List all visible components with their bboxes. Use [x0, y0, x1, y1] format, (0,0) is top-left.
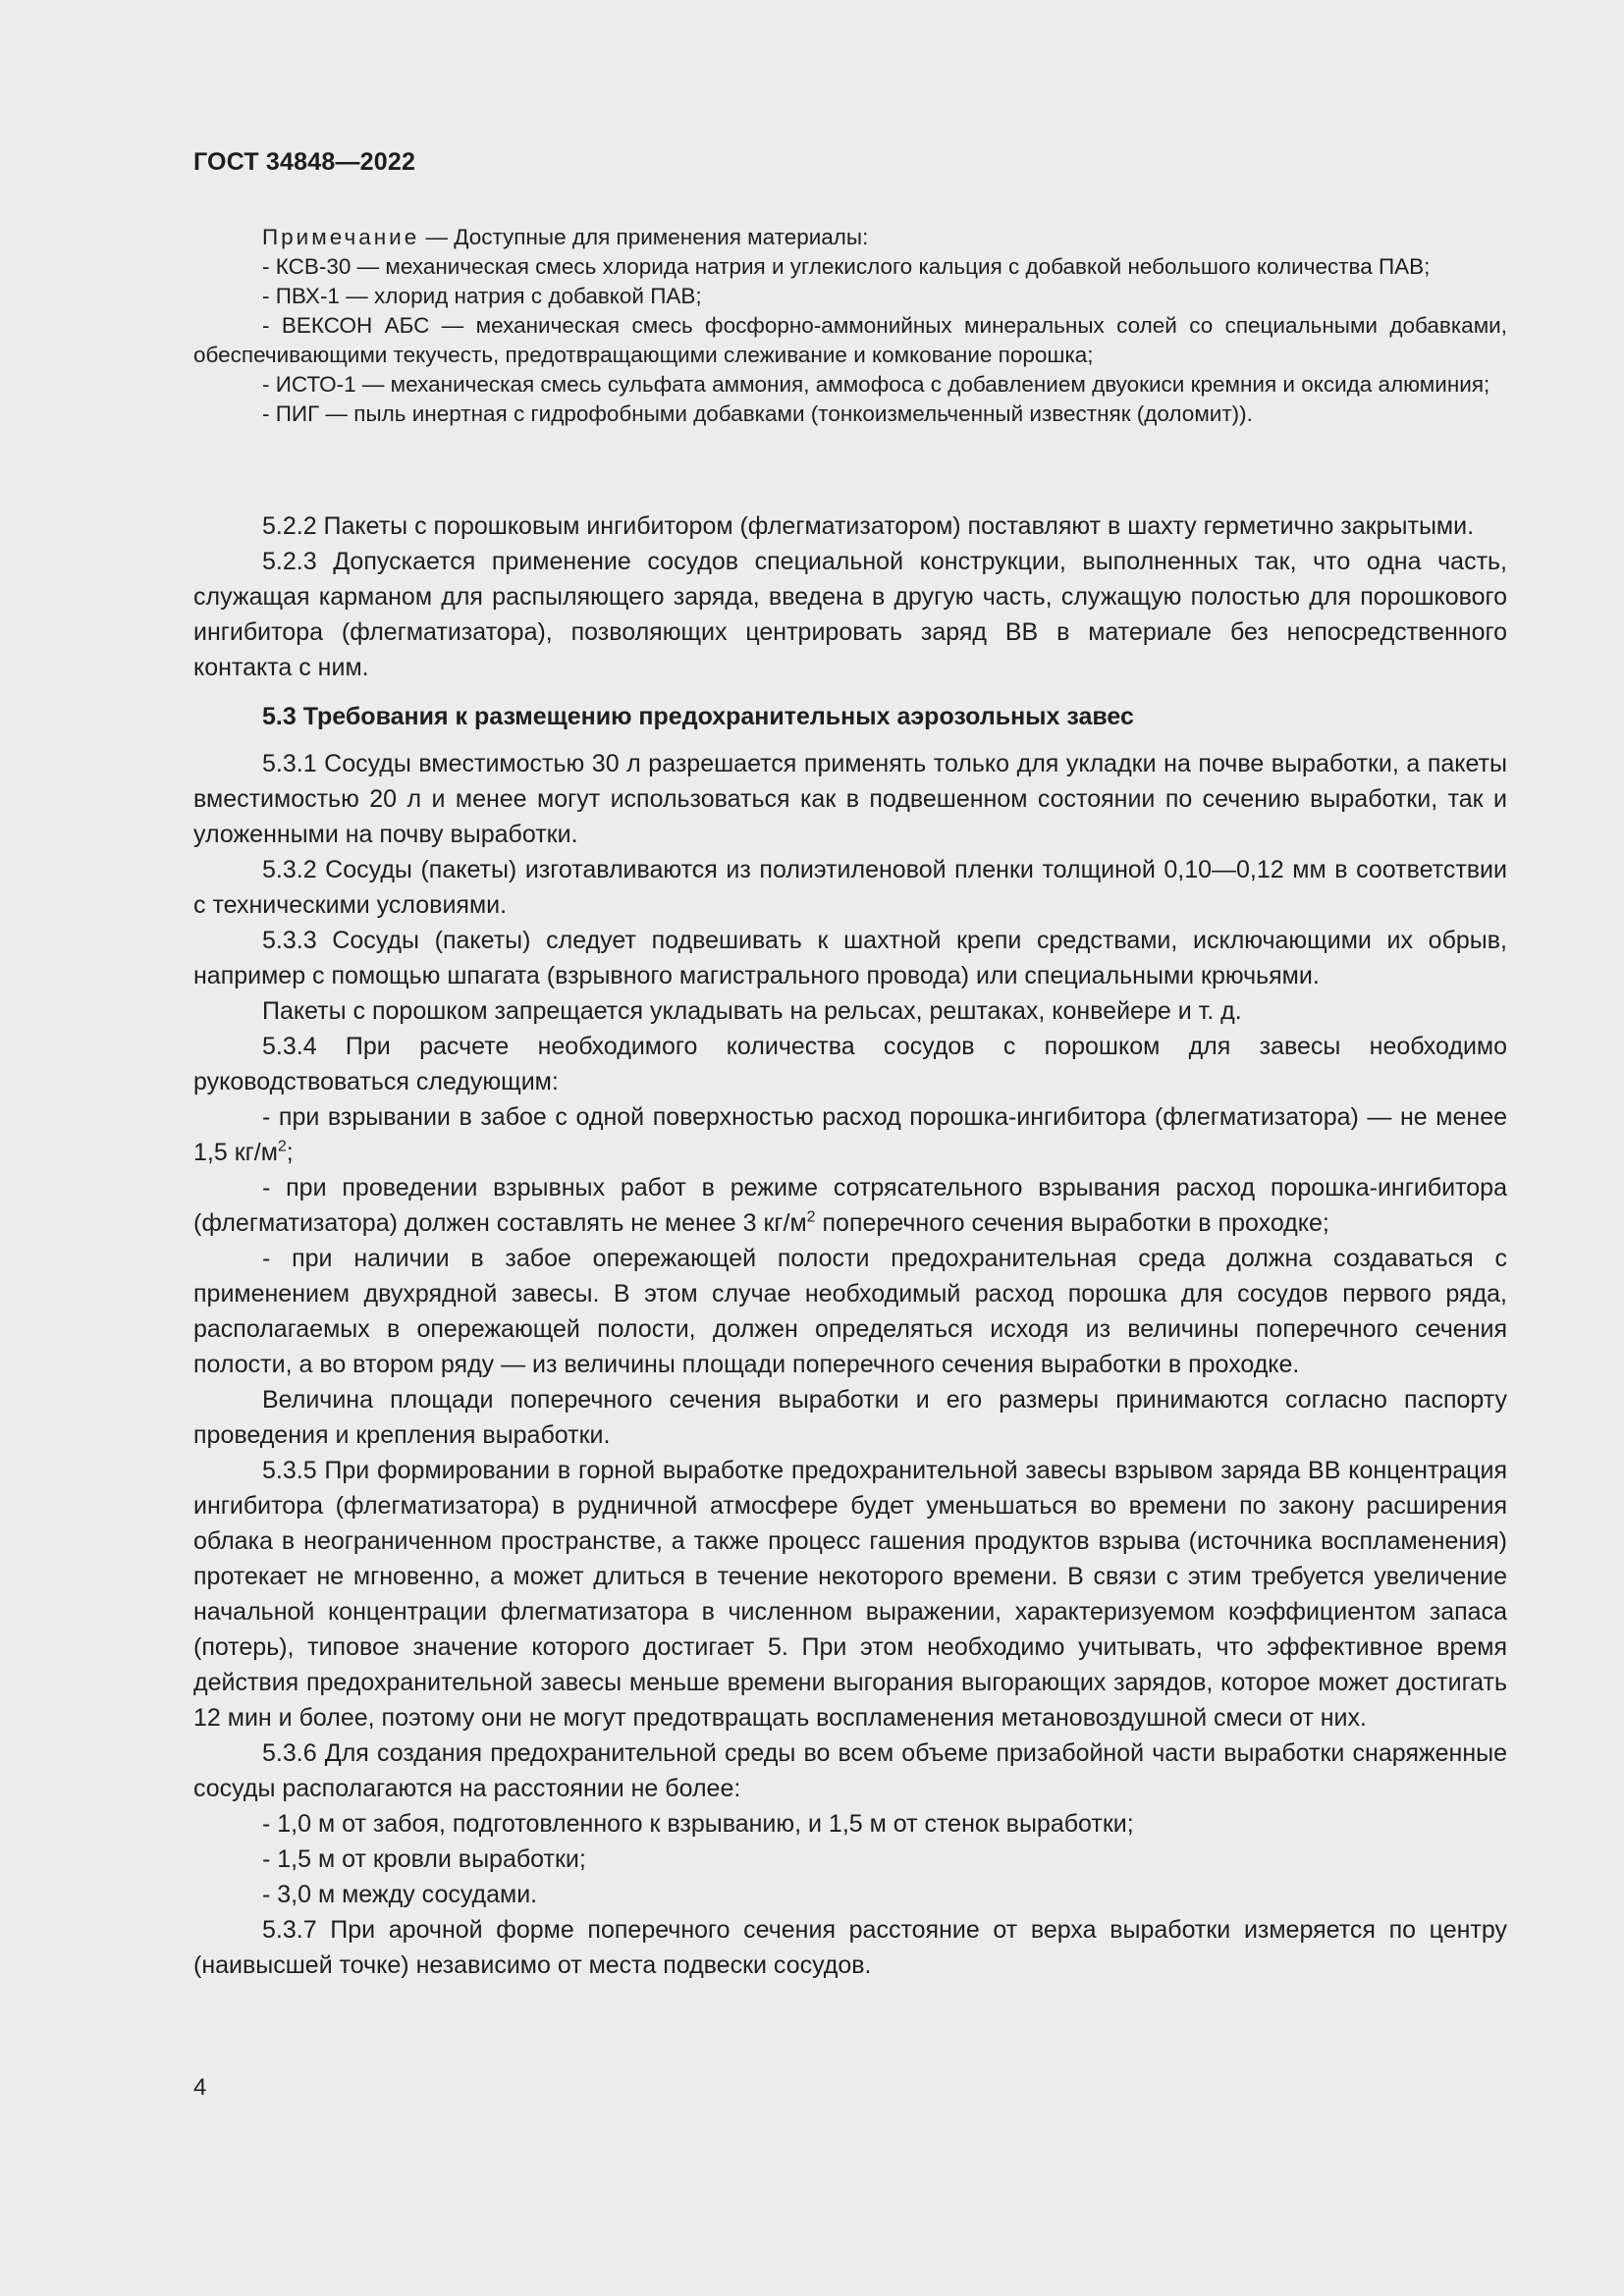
list-item: [193, 1170, 1507, 1241]
paragraph-5-3-3-b: Пакеты с порошком запрещается укладывать на рельсах, рештаках, конвейере и т. д.: [262, 997, 1242, 1025]
paragraph-5-3-2: 5.3.2 Сосуды (пакеты) изготавливаются из полиэтиленовой пленки толщиной 0,10—0,12 мм в соответствии с техническими условиями.: [193, 856, 1507, 919]
paragraph-5-3-6: 5.3.6 Для создания предохранительной среды во всем объеме призабойной части выработки снаряженные сосуды располагаются на расстоянии не более:: [193, 1739, 1507, 1802]
superscript: 2: [277, 1138, 287, 1155]
paragraph-5-2-3: 5.2.3 Допускается применение сосудов специальной конструкции, выполненных так, что одна часть, служащая карманом для распыляющего заряда, введена в другую часть, служащую полостью для порошкового ингибитора (флегматизатора), позволяющих центрировать заряд ВВ в материале без непосредственного контакта с ним.: [193, 548, 1507, 681]
paragraph-5-3-7: 5.3.7 При арочной форме поперечного сечения расстояние от верха выработки измеряется по центру (наивысшей точке) независимо от места подвески сосудов.: [193, 1916, 1507, 1979]
list-item-text: поперечного сечения выработки в проходке;: [815, 1209, 1329, 1237]
note-item: - ПВХ-1 — хлорид натрия с добавкой ПАВ;: [262, 284, 702, 308]
note-title: [193, 223, 1507, 252]
list-item: - при наличии в забое опережающей полости предохранительная среда должна создаваться с применением двухрядной завесы. В этом случае необходимый расход порошка для сосудов первого ряда, располагаемых в опережающей полости, должен определяться исходя из величины поперечного сечения полости, а во втором ряду — из величины площади поперечного сечения выработки в проходке.: [193, 1245, 1507, 1378]
page-number: 4: [193, 2074, 207, 2101]
paragraph-5-3-5: 5.3.5 При формировании в горной выработке предохранительной завесы взрывом заряда ВВ концентрация ингибитора (флегматизатора) в рудничной атмосфере будет уменьшаться во времени по закону расширения облака в неограниченном пространстве, а также процесс гашения продуктов взрыва (источника воспламенения) протекает не мгновенно, а может длиться в течение некоторого времени. В связи с этим требуется увеличение начальной концентрации флегматизатора в численном выражении, характеризуемом коэффициентом запаса (потерь), типовое значение которого достигает 5. При этом необходимо учитывать, что эффективное время действия предохранительной завесы меньше времени выгорания выгорающих зарядов, которое может достигать 12 мин и более, поэтому они не могут предотвращать воспламенения метановоздушной смеси от них.: [193, 1457, 1507, 1732]
paragraph-5-2-2: 5.2.2 Пакеты с порошковым ингибитором (флегматизатором) поставляют в шахту герметично закрытыми.: [262, 512, 1475, 540]
document-body: [193, 508, 1507, 1983]
superscript: 2: [806, 1208, 816, 1226]
note-label: Примечание: [262, 225, 420, 249]
paragraph-5-3-4-d: Величина площади поперечного сечения выработки и его размеры принимаются согласно паспорту проведения и крепления выработки.: [193, 1386, 1507, 1449]
list-item-text: - при проведении взрывных работ в режиме сотрясательного взрывания расход порошка-ингибитора (флегматизатора) должен составлять не менее 3 кг/м: [193, 1174, 1507, 1237]
list-item-text: ;: [286, 1139, 294, 1166]
list-item: - 1,0 м от забоя, подготовленного к взрыванию, и 1,5 м от стенок выработки;: [262, 1810, 1134, 1838]
list-item-text: - при взрывании в забое с одной поверхностью расход порошка-ингибитора (флегматизатора) — не менее 1,5 кг/м: [193, 1103, 1507, 1166]
document-header: ГОСТ 34848—2022: [193, 148, 416, 176]
note-item: - ПИГ — пыль инертная с гидрофобными добавками (тонкоизмельченный известняк (доломит)).: [262, 401, 1253, 426]
note-block: [193, 223, 1507, 429]
list-item: [193, 1099, 1507, 1170]
paragraph-5-3-1: 5.3.1 Сосуды вместимостью 30 л разрешается применять только для укладки на почве выработки, а пакеты вместимостью 20 л и менее могут использоваться как в подвешенном состоянии по сечению выработки, так и уложенными на почву выработки.: [193, 750, 1507, 848]
note-item: - ВЕКСОН АБС — механическая смесь фосфорно-аммонийных минеральных солей со специальными добавками, обеспечивающими текучесть, предотвращающими слеживание и комкование порошка;: [193, 313, 1507, 367]
list-item: - 1,5 м от кровли выработки;: [262, 1845, 586, 1873]
list-item: - 3,0 м между сосудами.: [262, 1881, 538, 1908]
section-heading-5-3: 5.3 Требования к размещению предохранительных аэрозольных завес: [262, 703, 1134, 730]
note-item: - КСВ-30 — механическая смесь хлорида натрия и углекислого кальция с добавкой небольшого количества ПАВ;: [262, 254, 1431, 279]
paragraph-5-3-4: 5.3.4 При расчете необходимого количества сосудов с порошком для завесы необходимо руководствоваться следующим:: [193, 1033, 1507, 1095]
note-item: - ИСТО-1 — механическая смесь сульфата аммония, аммофоса с добавлением двуокиси кремния и оксида алюминия;: [262, 372, 1490, 397]
note-intro: — Доступные для применения материалы:: [419, 225, 869, 249]
paragraph-5-3-3: 5.3.3 Сосуды (пакеты) следует подвешивать к шахтной крепи средствами, исключающими их обрыв, например с помощью шпагата (взрывного магистрального провода) или специальными крючьями.: [193, 927, 1507, 989]
